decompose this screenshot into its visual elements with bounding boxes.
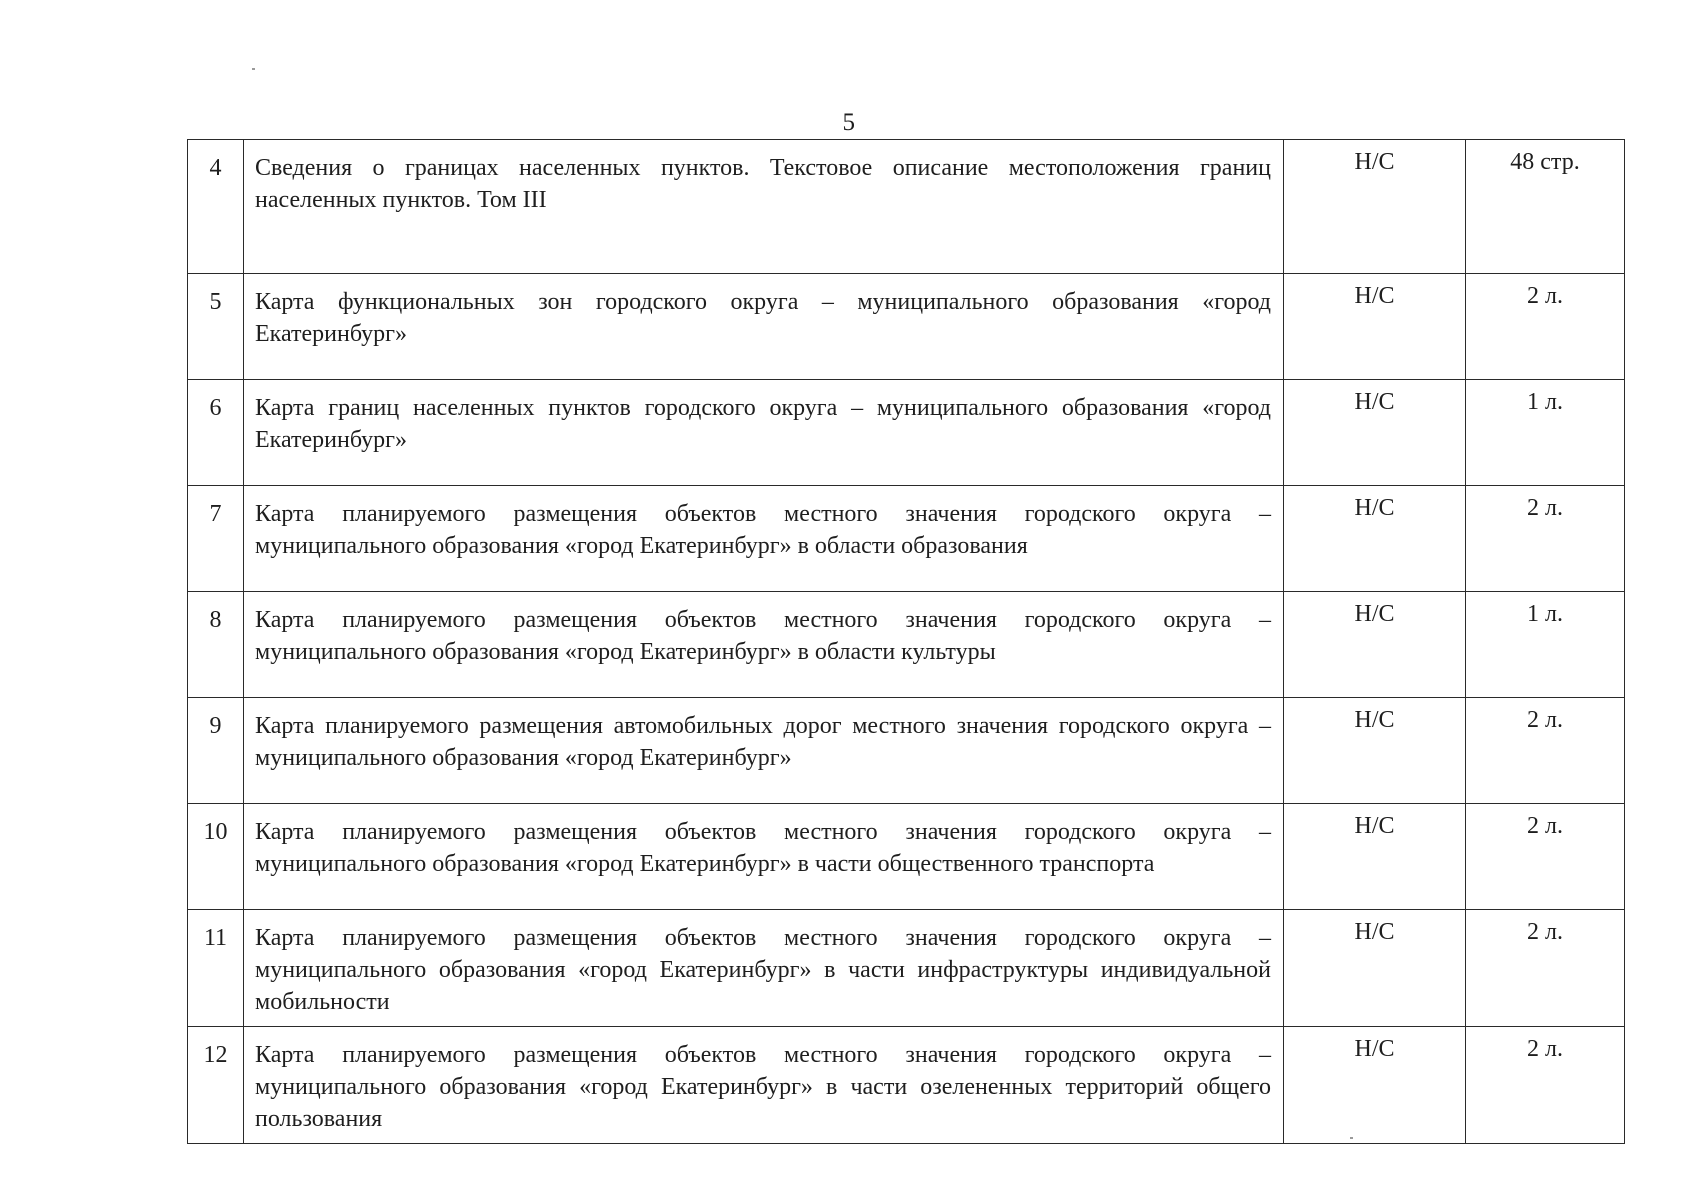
document-type: Н/С	[1284, 274, 1466, 380]
document-type: Н/С	[1284, 140, 1466, 274]
table-row	[188, 274, 1625, 380]
page-number: 5	[842, 109, 856, 136]
document-name: Карта планируемого размещения объектов местного значения городского округа – муниципального образования «город Екатеринбург» в части инфраструктуры индивидуальной мобильности	[244, 910, 1284, 1027]
document-volume: 2 л.	[1466, 1027, 1625, 1144]
document-volume: 2 л.	[1466, 486, 1625, 592]
document-volume: 2 л.	[1466, 274, 1625, 380]
document-volume: 1 л.	[1466, 592, 1625, 698]
table-row	[188, 698, 1625, 804]
table-row	[188, 486, 1625, 592]
row-number: 5	[188, 274, 244, 380]
row-number: 7	[188, 486, 244, 592]
document-type: Н/С	[1284, 380, 1466, 486]
scan-speck	[252, 68, 255, 70]
row-number: 12	[188, 1027, 244, 1144]
row-number: 11	[188, 910, 244, 1027]
document-table	[187, 139, 1625, 1144]
table-row	[188, 1027, 1625, 1144]
document-volume: 2 л.	[1466, 910, 1625, 1027]
document-type: Н/С	[1284, 804, 1466, 910]
table-row	[188, 592, 1625, 698]
document-name: Карта планируемого размещения объектов местного значения городского округа – муниципального образования «город Екатеринбург» в области образования	[244, 486, 1284, 592]
document-volume: 48 стр.	[1466, 140, 1625, 274]
document-name: Сведения о границах населенных пунктов. Текстовое описание местоположения границ населенных пунктов. Том III	[244, 140, 1284, 274]
document-name: Карта планируемого размещения объектов местного значения городского округа – муниципального образования «город Екатеринбург» в части озелененных территорий общего пользования	[244, 1027, 1284, 1144]
table-row	[188, 910, 1625, 1027]
document-name: Карта планируемого размещения объектов местного значения городского округа – муниципального образования «город Екатеринбург» в части общественного транспорта	[244, 804, 1284, 910]
row-number: 4	[188, 140, 244, 274]
document-type: Н/С	[1284, 592, 1466, 698]
row-number: 8	[188, 592, 244, 698]
document-type: Н/С	[1284, 486, 1466, 592]
table-row	[188, 804, 1625, 910]
document-volume: 2 л.	[1466, 804, 1625, 910]
row-number: 10	[188, 804, 244, 910]
document-name: Карта функциональных зон городского округа – муниципального образования «город Екатеринбург»	[244, 274, 1284, 380]
table-row	[188, 380, 1625, 486]
document-volume: 2 л.	[1466, 698, 1625, 804]
document-type: Н/С	[1284, 698, 1466, 804]
document-name: Карта границ населенных пунктов городского округа – муниципального образования «город Екатеринбург»	[244, 380, 1284, 486]
document-name: Карта планируемого размещения автомобильных дорог местного значения городского округа – муниципального образования «город Екатеринбург»	[244, 698, 1284, 804]
row-number: 9	[188, 698, 244, 804]
document-type: Н/С	[1284, 1027, 1466, 1144]
table-row	[188, 140, 1625, 274]
document-type: Н/С	[1284, 910, 1466, 1027]
row-number: 6	[188, 380, 244, 486]
document-volume: 1 л.	[1466, 380, 1625, 486]
document-name: Карта планируемого размещения объектов местного значения городского округа – муниципального образования «город Екатеринбург» в области культуры	[244, 592, 1284, 698]
